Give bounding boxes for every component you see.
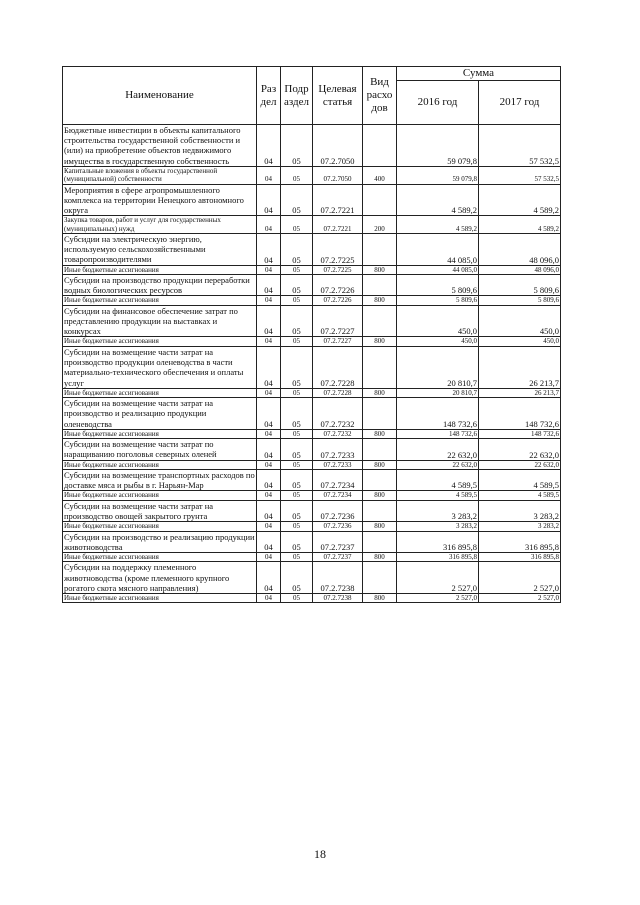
row-sum-2017: 316 895,8 (479, 552, 561, 561)
row-sum-2016: 59 079,8 (397, 166, 479, 184)
row-target: 07.2.7232 (313, 398, 363, 430)
row-name: Иные бюджетные ассигнования (63, 460, 257, 469)
row-name: Иные бюджетные ассигнования (63, 552, 257, 561)
row-sum-2017: 48 096,0 (479, 265, 561, 274)
row-razdel: 04 (257, 275, 281, 296)
table-row (63, 398, 561, 430)
row-sum-2016: 2 527,0 (397, 593, 479, 602)
row-sum-2016: 22 632,0 (397, 460, 479, 469)
row-target: 07.2.7234 (313, 491, 363, 500)
row-sum-2017: 26 213,7 (479, 346, 561, 388)
row-name: Субсидии на возмещение части затрат на производство продукции оленеводства в части материально-технического обеспечения и оплаты услуг (63, 346, 257, 388)
row-razdel: 04 (257, 593, 281, 602)
budget-table (62, 66, 561, 603)
row-vid (363, 439, 397, 460)
row-sum-2016: 148 732,6 (397, 429, 479, 438)
row-sum-2016: 450,0 (397, 337, 479, 346)
row-name: Субсидии на производство и реализацию продукции животноводства (64, 531, 255, 552)
row-vid (363, 500, 397, 521)
row-sum-2017: 4 589,2 (479, 216, 561, 234)
header-vid: Вид расхо дов (363, 67, 397, 125)
row-sum-2017: 3 283,2 (479, 500, 561, 521)
row-razdel: 04 (257, 305, 281, 337)
row-sum-2016: 450,0 (397, 305, 479, 337)
row-razdel: 04 (257, 460, 281, 469)
page-number: 18 (314, 847, 326, 861)
row-razdel: 04 (257, 216, 281, 234)
row-name: Субсидии на поддержку племенного животноводства (кроме племенного крупного рогатого скота мясного направления) (63, 562, 257, 594)
row-podrazdel: 05 (281, 439, 313, 460)
row-sum-2017: 4 589,5 (479, 491, 561, 500)
row-sum-2017: 22 632,0 (479, 460, 561, 469)
table-header (63, 67, 561, 125)
row-sum-2017: 450,0 (479, 337, 561, 346)
row-name: Субсидии на электрическую энергию, используемую сельскохозяйственными товаропроизводителями (63, 234, 257, 266)
table-row (63, 346, 561, 388)
row-sum-2016: 5 809,6 (397, 275, 479, 296)
table-row-subitem (63, 552, 561, 561)
row-target: 07.2.7050 (313, 125, 363, 167)
row-vid (363, 469, 397, 490)
table-row (63, 125, 561, 167)
row-sum-2017: 4 589,5 (479, 469, 561, 490)
row-vid (363, 398, 397, 430)
row-sum-2017: 5 809,6 (479, 296, 561, 305)
row-razdel: 04 (257, 337, 281, 346)
row-vid (363, 562, 397, 594)
row-name: Иные бюджетные ассигнования (63, 593, 257, 602)
row-vid (363, 346, 397, 388)
row-name: Субсидии на возмещение части затрат на производство и реализацию продукции оленеводства (63, 398, 257, 430)
header-sum: Сумма (397, 67, 561, 81)
row-podrazdel: 05 (281, 460, 313, 469)
row-sum-2017: 57 532,5 (479, 125, 561, 167)
row-sum-2016: 22 632,0 (397, 439, 479, 460)
row-razdel: 04 (257, 166, 281, 184)
header-2016: 2016 год (397, 81, 479, 125)
row-sum-2016: 5 809,6 (397, 296, 479, 305)
table-row (63, 562, 561, 594)
table-row-subitem (63, 265, 561, 274)
row-name: Субсидии на производство продукции переработки водных биологических ресурсов (63, 275, 257, 296)
row-podrazdel: 05 (281, 398, 313, 430)
row-target: 07.2.7050 (313, 166, 363, 184)
row-sum-2016: 4 589,2 (397, 216, 479, 234)
row-vid: 800 (363, 388, 397, 397)
row-vid: 800 (363, 337, 397, 346)
row-name: Закупка товаров, работ и услуг для государственных (муниципальных) нужд (63, 216, 257, 234)
row-podrazdel: 05 (281, 346, 313, 388)
row-vid: 800 (363, 593, 397, 602)
row-vid (363, 125, 397, 167)
row-target: 07.2.7236 (313, 522, 363, 531)
row-razdel: 04 (257, 265, 281, 274)
row-vid: 800 (363, 296, 397, 305)
row-podrazdel: 05 (281, 296, 313, 305)
row-podrazdel: 05 (281, 234, 313, 266)
row-razdel: 04 (257, 439, 281, 460)
row-vid (363, 531, 397, 552)
row-podrazdel: 05 (281, 531, 313, 552)
row-sum-2016: 316 895,8 (397, 531, 479, 552)
row-sum-2016: 20 810,7 (397, 346, 479, 388)
row-name: Иные бюджетные ассигнования (63, 265, 257, 274)
row-name: Иные бюджетные ассигнования (63, 337, 257, 346)
row-vid: 800 (363, 429, 397, 438)
row-target: 07.2.7238 (313, 562, 363, 594)
row-vid (363, 184, 397, 216)
row-name: Бюджетные инвестиции в объекты капитального строительства государственной собственности и (или) на приобретение объектов недвижимого имущества в государственную собственность (63, 125, 257, 167)
row-razdel: 04 (257, 234, 281, 266)
row-podrazdel: 05 (281, 125, 313, 167)
row-razdel: 04 (257, 500, 281, 521)
row-target: 07.2.7233 (313, 460, 363, 469)
row-razdel: 04 (257, 296, 281, 305)
row-vid (363, 305, 397, 337)
table-row-subitem (63, 460, 561, 469)
row-podrazdel: 05 (281, 216, 313, 234)
row-podrazdel: 05 (281, 593, 313, 602)
row-podrazdel: 05 (281, 491, 313, 500)
table-row-subitem (63, 216, 561, 234)
table-row-subitem (63, 491, 561, 500)
row-podrazdel: 05 (281, 469, 313, 490)
row-podrazdel: 05 (281, 305, 313, 337)
row-target: 07.2.7226 (313, 275, 363, 296)
row-target: 07.2.7234 (313, 469, 363, 490)
table-row (63, 439, 561, 460)
row-razdel: 04 (257, 469, 281, 490)
table-row-subitem (63, 166, 561, 184)
row-name: Иные бюджетные ассигнования (63, 522, 257, 531)
row-sum-2016: 4 589,5 (397, 469, 479, 490)
row-name: Субсидии на возмещение части затрат на производство овощей закрытого грунта (63, 500, 257, 521)
row-vid: 400 (363, 166, 397, 184)
table-row (63, 305, 561, 337)
row-podrazdel: 05 (281, 552, 313, 561)
row-sum-2017: 2 527,0 (479, 593, 561, 602)
row-razdel: 04 (257, 562, 281, 594)
table-row (63, 469, 561, 490)
row-podrazdel: 05 (281, 184, 313, 216)
row-razdel: 04 (257, 346, 281, 388)
row-name: Иные бюджетные ассигнования (63, 429, 257, 438)
table-body (63, 125, 561, 603)
row-target: 07.2.7221 (313, 184, 363, 216)
table-row-subitem (63, 388, 561, 397)
row-vid: 200 (363, 216, 397, 234)
row-name: Мероприятия в сфере агропромышленного комплекса на территории Ненецкого автономного округа (63, 184, 257, 216)
row-sum-2017: 148 732,6 (479, 398, 561, 430)
row-sum-2016: 2 527,0 (397, 562, 479, 594)
row-sum-2017: 48 096,0 (479, 234, 561, 266)
row-vid: 800 (363, 491, 397, 500)
row-sum-2016: 44 085,0 (397, 265, 479, 274)
row-sum-2017: 4 589,2 (479, 184, 561, 216)
row-podrazdel: 05 (281, 500, 313, 521)
row-podrazdel: 05 (281, 429, 313, 438)
header-2017: 2017 год (479, 81, 561, 125)
row-name: Капитальные вложения в объекты государственной (муниципальной) собственности (63, 166, 257, 184)
row-podrazdel: 05 (281, 562, 313, 594)
row-target: 07.2.7225 (313, 234, 363, 266)
table-row-subitem (63, 593, 561, 602)
header-target: Целевая статья (313, 67, 363, 125)
row-vid: 800 (363, 522, 397, 531)
row-razdel: 04 (257, 531, 281, 552)
row-razdel: 04 (257, 491, 281, 500)
table-row-subitem (63, 337, 561, 346)
row-target: 07.2.7226 (313, 296, 363, 305)
table-row-subitem (63, 522, 561, 531)
row-target: 07.2.7237 (313, 552, 363, 561)
table-row-subitem (63, 429, 561, 438)
row-name: Субсидии на возмещение транспортных расходов по доставке мяса и рыбы в г. Нарьян-Мар (64, 469, 255, 491)
row-sum-2016: 44 085,0 (397, 234, 479, 266)
row-podrazdel: 05 (281, 166, 313, 184)
row-name: Субсидии на возмещение части затрат по наращиванию поголовья северных оленей (63, 439, 257, 460)
row-sum-2017: 26 213,7 (479, 388, 561, 397)
row-target: 07.2.7228 (313, 346, 363, 388)
row-name: Иные бюджетные ассигнования (63, 388, 257, 397)
row-sum-2017: 3 283,2 (479, 522, 561, 531)
row-vid: 800 (363, 460, 397, 469)
table-row (63, 531, 561, 552)
row-target: 07.2.7228 (313, 388, 363, 397)
row-sum-2017: 316 895,8 (479, 531, 561, 552)
row-razdel: 04 (257, 125, 281, 167)
row-razdel: 04 (257, 429, 281, 438)
row-sum-2017: 57 532,5 (479, 166, 561, 184)
row-razdel: 04 (257, 184, 281, 216)
row-razdel: 04 (257, 552, 281, 561)
row-target: 07.2.7221 (313, 216, 363, 234)
row-sum-2016: 4 589,2 (397, 184, 479, 216)
row-vid (363, 275, 397, 296)
table-row (63, 234, 561, 266)
row-podrazdel: 05 (281, 265, 313, 274)
row-sum-2016: 59 079,8 (397, 125, 479, 167)
row-sum-2016: 3 283,2 (397, 522, 479, 531)
row-target: 07.2.7236 (313, 500, 363, 521)
row-sum-2016: 316 895,8 (397, 552, 479, 561)
row-sum-2017: 2 527,0 (479, 562, 561, 594)
row-vid: 800 (363, 265, 397, 274)
row-name: Субсидии на финансовое обеспечение затрат по представлению продукции на выставках и конкурсах (63, 305, 257, 337)
row-sum-2017: 148 732,6 (479, 429, 561, 438)
table-row (63, 184, 561, 216)
header-razdel: Раз дел (257, 67, 281, 125)
row-sum-2016: 148 732,6 (397, 398, 479, 430)
table-row (63, 275, 561, 296)
row-sum-2016: 3 283,2 (397, 500, 479, 521)
row-podrazdel: 05 (281, 275, 313, 296)
row-podrazdel: 05 (281, 337, 313, 346)
row-sum-2016: 4 589,5 (397, 491, 479, 500)
row-target: 07.2.7227 (313, 337, 363, 346)
row-razdel: 04 (257, 522, 281, 531)
header-podrazdel: Подр аздел (281, 67, 313, 125)
row-sum-2017: 22 632,0 (479, 439, 561, 460)
row-razdel: 04 (257, 398, 281, 430)
table-row (63, 500, 561, 521)
row-name: Иные бюджетные ассигнования (63, 296, 257, 305)
row-target: 07.2.7227 (313, 305, 363, 337)
row-target: 07.2.7232 (313, 429, 363, 438)
row-target: 07.2.7237 (313, 531, 363, 552)
row-podrazdel: 05 (281, 522, 313, 531)
row-target: 07.2.7233 (313, 439, 363, 460)
row-vid: 800 (363, 552, 397, 561)
header-name: Наименование (63, 67, 257, 125)
row-razdel: 04 (257, 388, 281, 397)
row-target: 07.2.7225 (313, 265, 363, 274)
row-name: Иные бюджетные ассигнования (63, 491, 257, 500)
row-sum-2016: 20 810,7 (397, 388, 479, 397)
row-sum-2017: 450,0 (479, 305, 561, 337)
row-podrazdel: 05 (281, 388, 313, 397)
row-sum-2017: 5 809,6 (479, 275, 561, 296)
table-row-subitem (63, 296, 561, 305)
row-vid (363, 234, 397, 266)
row-target: 07.2.7238 (313, 593, 363, 602)
